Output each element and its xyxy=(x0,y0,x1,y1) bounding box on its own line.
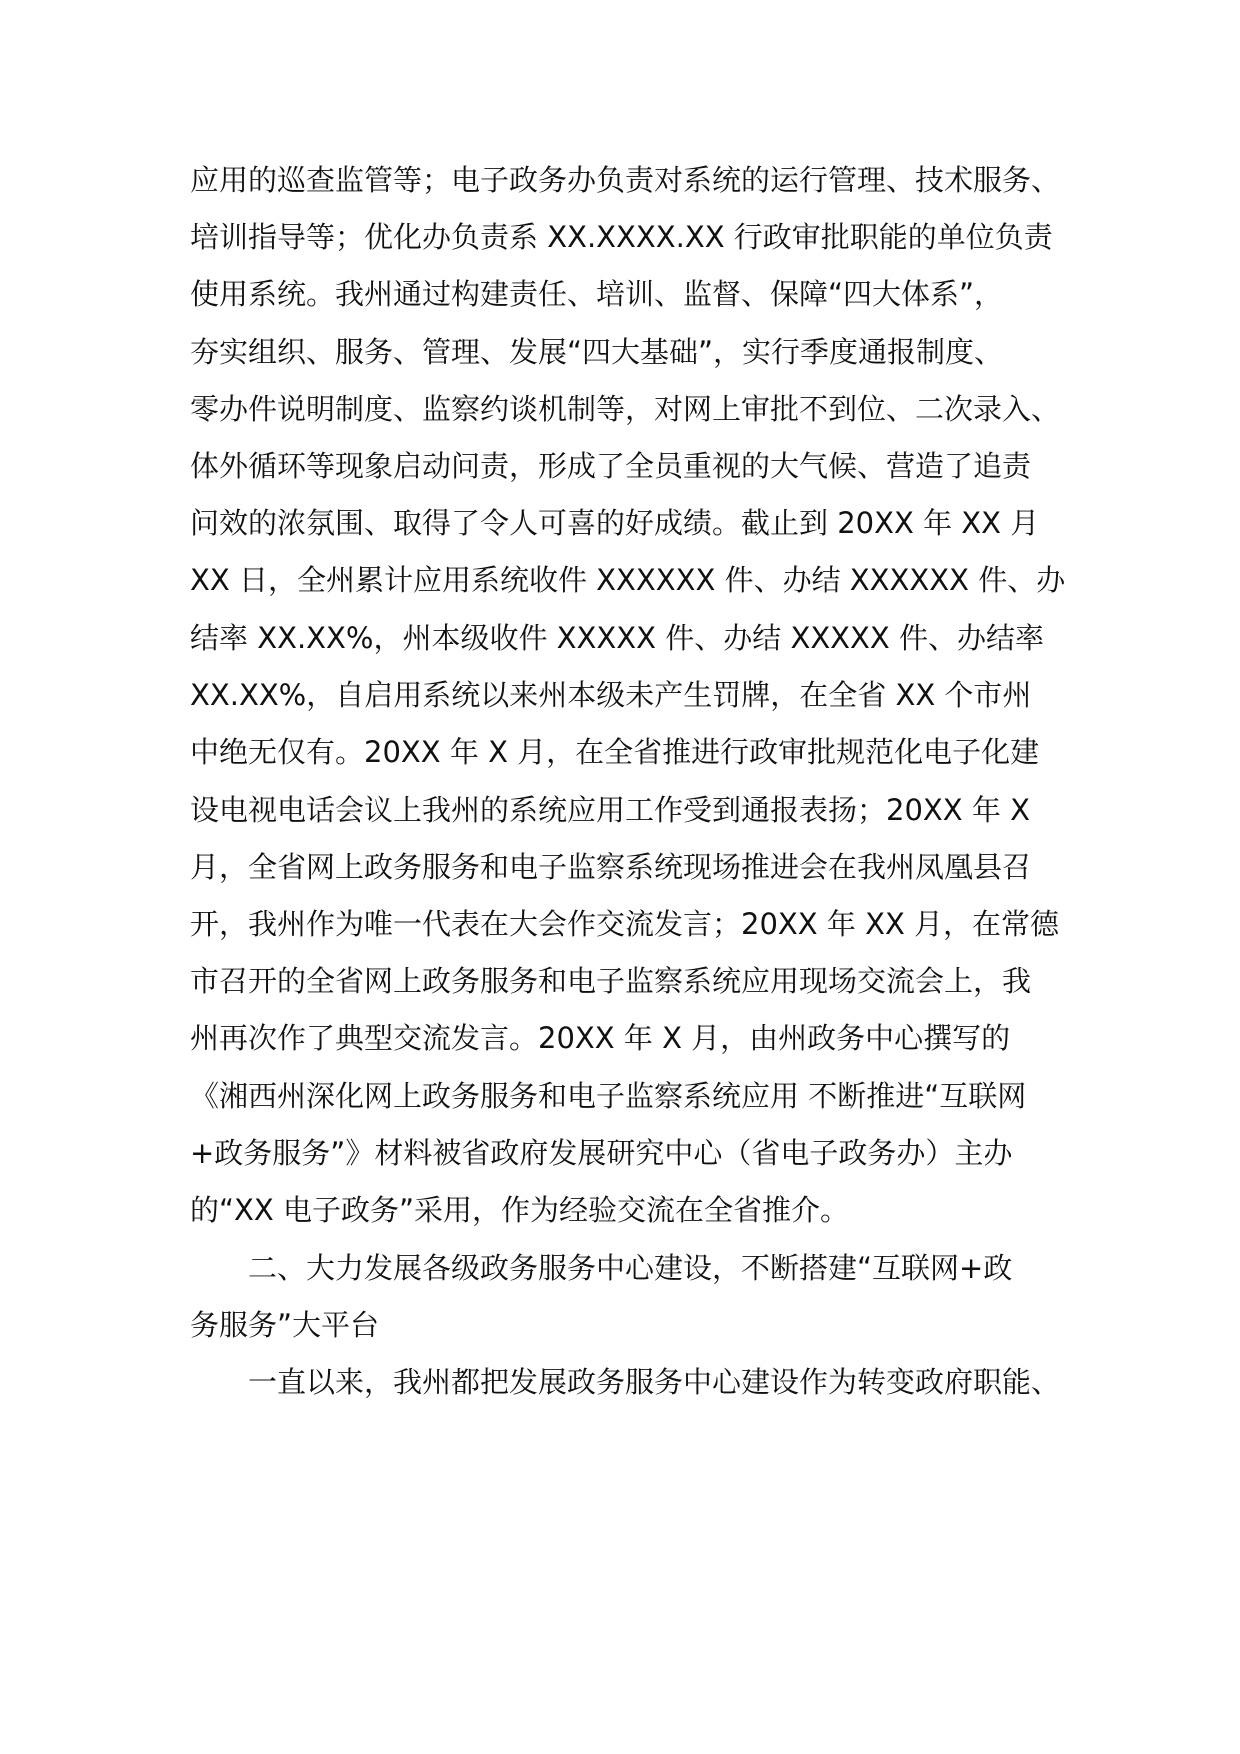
body-text-line: 月，全省网上政务服务和电子监察系统现场推进会在我州凤凰县召 xyxy=(190,850,1032,884)
body-text-line: +政务服务”》材料被省政府发展研究中心（省电子政务办）主办 xyxy=(190,1136,1013,1170)
body-text-line: 开，我州作为唯一代表在大会作交流发言；20XX 年 XX 月，在常德 xyxy=(190,907,1060,941)
body-text-line: 设电视电话会议上我州的系统应用工作受到通报表扬；20XX 年 X xyxy=(190,793,1030,827)
body-text-line: 应用的巡查监管等；电子政务办负责对系统的运行管理、技术服务、 xyxy=(190,163,1061,197)
body-text-line: 一直以来，我州都把发展政务服务中心建设作为转变政府职能、 xyxy=(248,1365,1061,1399)
body-text-line: 州再次作了典型交流发言。20XX 年 X 月，由州政务中心撰写的 xyxy=(190,1021,1011,1055)
section-heading-line: 务服务”大平台 xyxy=(190,1308,380,1342)
body-text-line: 中绝无仅有。20XX 年 X 月，在全省推进行政审批规范化电子化建 xyxy=(190,735,1040,769)
body-text-line: 《湘西州深化网上政务服务和电子监察系统应用 不断推进“互联网 xyxy=(190,1079,1027,1113)
body-text-line: 结率 XX.XX%，州本级收件 XXXXX 件、办结 XXXXX 件、办结率 xyxy=(190,621,1044,655)
body-text-line: 零办件说明制度、监察约谈机制等，对网上审批不到位、二次录入、 xyxy=(190,392,1061,426)
body-text-line: XX 日，全州累计应用系统收件 XXXXXX 件、办结 XXXXXX 件、办 xyxy=(190,563,1066,597)
body-text-line: 问效的浓氛围、取得了令人可喜的好成绩。截止到 20XX 年 XX 月 xyxy=(190,506,1040,540)
body-text-line: 培训指导等；优化办负责系 XX.XXXX.XX 行政审批职能的单位负责 xyxy=(190,220,1053,254)
body-text-line: XX.XX%，自启用系统以来州本级未产生罚牌，在全省 XX 个市州 xyxy=(190,678,1032,712)
body-text-line: 的“XX 电子政务”采用，作为经验交流在全省推介。 xyxy=(190,1193,850,1227)
body-text-line: 使用系统。我州通过构建责任、培训、监督、保障“四大体系”， xyxy=(190,277,1004,311)
body-text-line: 夯实组织、服务、管理、发展“四大基础”，实行季度通报制度、 xyxy=(190,335,1004,369)
body-text-line: 体外循环等现象启动问责，形成了全员重视的大气候、营造了追责 xyxy=(190,449,1032,483)
section-heading-line: 二、大力发展各级政务服务中心建设，不断搭建“互联网+政 xyxy=(248,1251,1013,1285)
body-text-line: 市召开的全省网上政务服务和电子监察系统应用现场交流会上，我 xyxy=(190,964,1032,998)
